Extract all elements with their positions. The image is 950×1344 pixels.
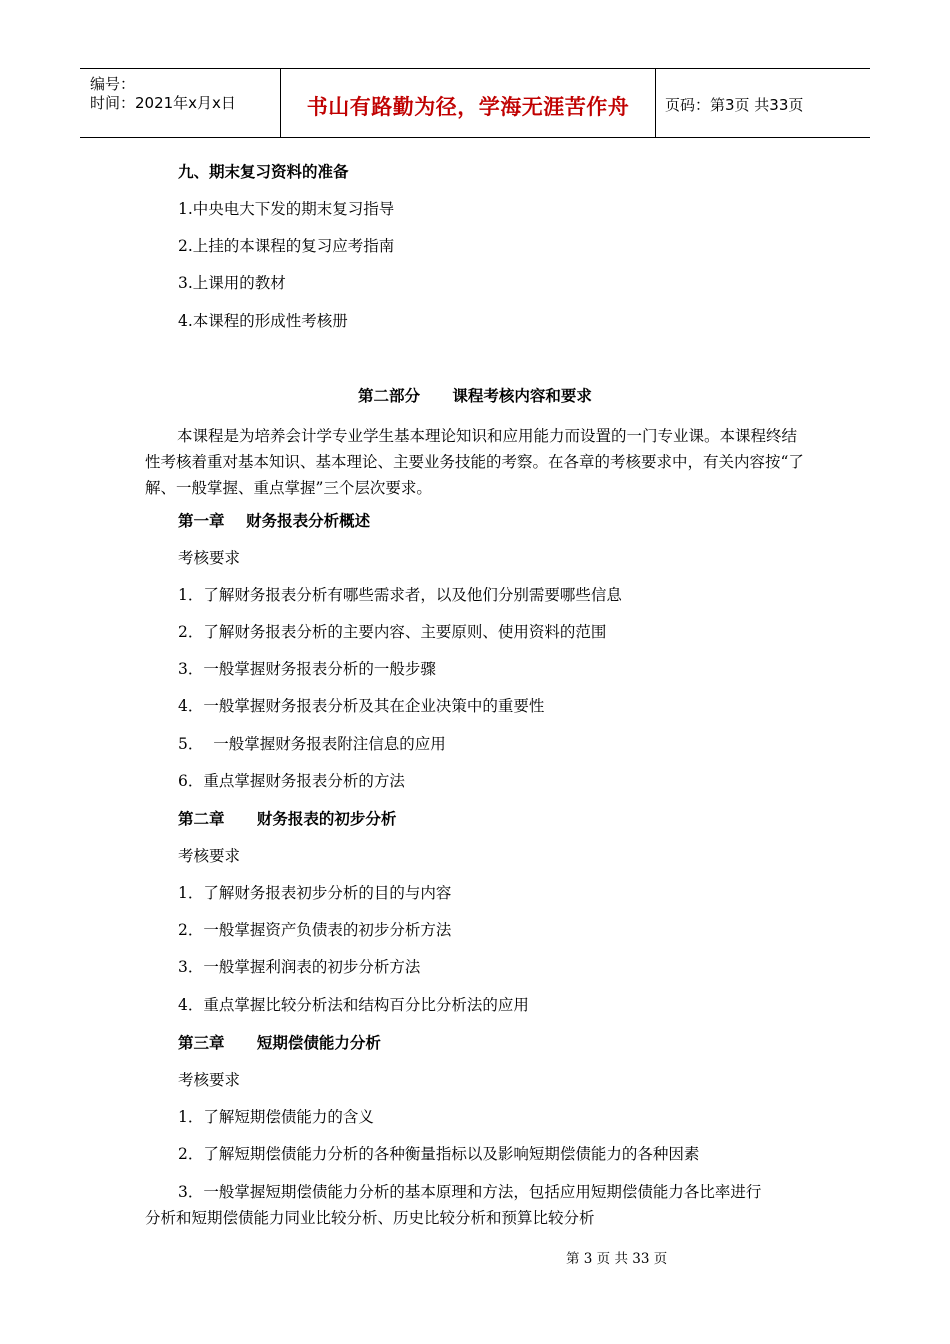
- requirements-label: 考核要求: [178, 847, 241, 865]
- chapter-title: 第二章 财务报表的初步分析: [178, 809, 397, 828]
- list-item: 2.上挂的本课程的复习应考指南: [178, 237, 395, 255]
- list-item: 2．一般掌握资产负债表的初步分析方法: [178, 921, 452, 939]
- list-item: 4.本课程的形成性考核册: [178, 312, 348, 330]
- list-item: 2．了解短期偿债能力分析的各种衡量指标以及影响短期偿债能力的各种因素: [178, 1145, 700, 1163]
- document-date-label: 时间：2021年x月x日: [90, 94, 236, 112]
- requirements-label: 考核要求: [178, 549, 241, 567]
- intro-paragraph: [145, 423, 810, 501]
- header-meta-cell: [80, 69, 280, 137]
- chapter-title: 第一章 财务报表分析概述: [178, 511, 371, 530]
- list-item: 6．重点掌握财务报表分析的方法: [178, 772, 405, 790]
- list-item-continuation: 分析和短期偿债能力同业比较分析、历史比较分析和预算比较分析: [145, 1209, 595, 1227]
- list-item: 1．了解财务报表初步分析的目的与内容: [178, 884, 452, 902]
- list-item: 3．一般掌握短期偿债能力分析的基本原理和方法，包括应用短期偿债能力各比率进行: [178, 1183, 762, 1201]
- chapter-title: 第三章 短期偿债能力分析: [178, 1033, 381, 1052]
- list-item: 5． 一般掌握财务报表附注信息的应用: [178, 735, 446, 753]
- list-item: 1．了解短期偿债能力的含义: [178, 1108, 374, 1126]
- list-item: 2．了解财务报表分析的主要内容、主要原则、使用资料的范围: [178, 623, 607, 641]
- list-item: 1.中央电大下发的期末复习指导: [178, 200, 395, 218]
- header-page-info: 页码：第3页 共33页: [665, 96, 804, 114]
- document-number-label: 编号：: [90, 75, 136, 93]
- list-item: 3．一般掌握财务报表分析的一般步骤: [178, 660, 436, 678]
- page-footer: 第 3 页 共 33 页: [566, 1251, 668, 1267]
- intro-text: 本课程是为培养会计学专业学生基本理论知识和应用能力而设置的一门专业课。本课程终结性考核着重对基本知识、基本理论、主要业务技能的考察。在各章的考核要求中，有关内容按“了解、一般掌握、重点掌握”三个层次要求。: [145, 427, 804, 497]
- header-page-cell: [655, 69, 870, 137]
- header-motto: 书山有路勤为径，学海无涯苦作舟: [306, 95, 630, 119]
- list-item: 1．了解财务报表分析有哪些需求者，以及他们分别需要哪些信息: [178, 586, 622, 604]
- list-item: 4．一般掌握财务报表分析及其在企业决策中的重要性: [178, 697, 545, 715]
- page-header: [80, 68, 870, 138]
- list-item: 3．一般掌握利润表的初步分析方法: [178, 958, 421, 976]
- part-title: 第二部分 课程考核内容和要求: [358, 386, 592, 405]
- list-item: 3.上课用的教材: [178, 274, 286, 292]
- header-motto-cell: [280, 69, 656, 137]
- section-title: 九、期末复习资料的准备: [178, 162, 349, 181]
- requirements-label: 考核要求: [178, 1071, 241, 1089]
- list-item: 4．重点掌握比较分析法和结构百分比分析法的应用: [178, 996, 529, 1014]
